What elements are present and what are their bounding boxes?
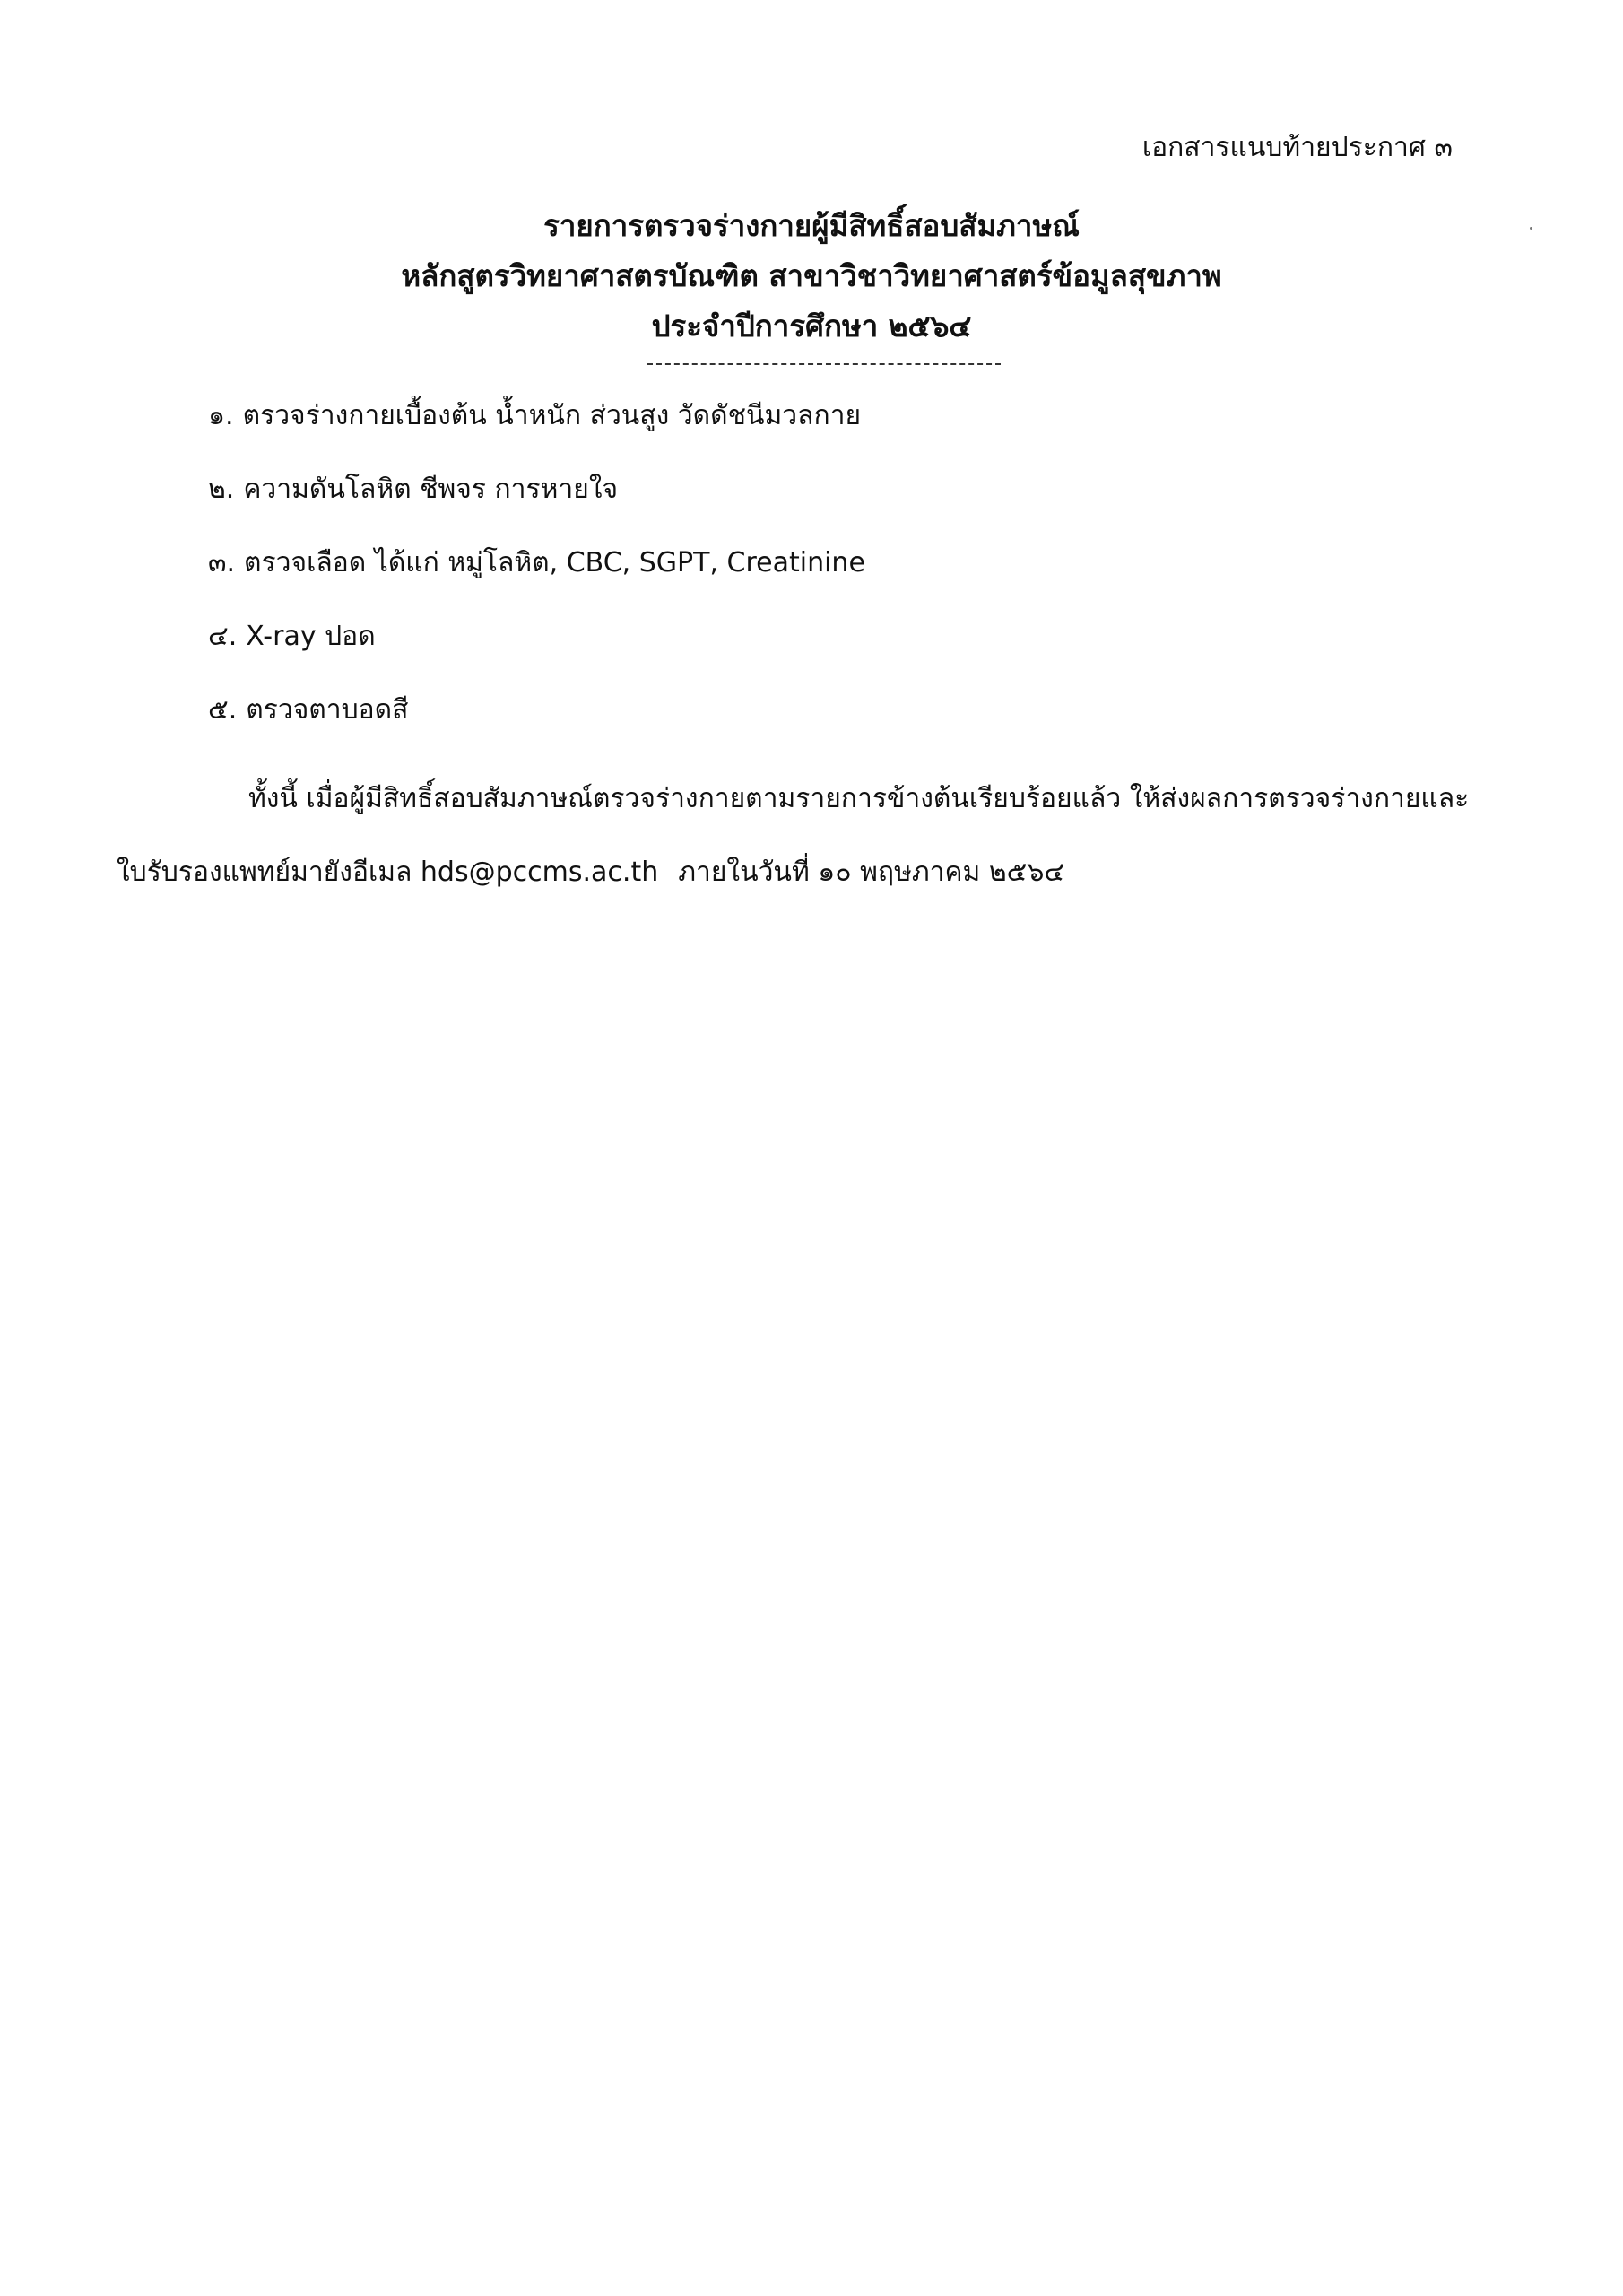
title-line-2: หลักสูตรวิทยาศาสตรบัณฑิต สาขาวิชาวิทยาศาสตร์ข้อมูลสุขภาพ	[401, 258, 1222, 293]
exam-item-list	[208, 395, 865, 762]
item-number: ๒.	[208, 474, 235, 505]
list-item	[208, 395, 865, 468]
title-line-1: รายการตรวจร่างกายผู้มีสิทธิ์สอบสัมภาษณ์	[543, 208, 1080, 243]
item-number: ๔.	[208, 621, 238, 652]
item-text: ความดันโลหิต ชีพจร การหายใจ	[243, 474, 619, 505]
item-text: ตรวจเลือด ได้แก่ หมู่โลหิต, CBC, SGPT, Creatinine	[244, 547, 865, 578]
item-text: ตรวจตาบอดสี	[246, 694, 409, 726]
contact-email: hds@pccms.ac.th	[420, 857, 659, 888]
title-divider	[647, 363, 1001, 365]
item-number: ๕.	[208, 694, 238, 726]
attachment-label: เอกสารแนบท้ายประกาศ ๓	[1141, 132, 1453, 163]
item-text: ตรวจร่างกายเบื้องต้น น้ำหนัก ส่วนสูง วัดดัชนีมวลกาย	[242, 400, 862, 431]
item-text: X-ray ปอด	[246, 621, 376, 652]
paragraph-line-2	[117, 836, 1515, 909]
list-item	[208, 689, 865, 762]
submission-instructions	[117, 762, 1515, 909]
list-item	[208, 468, 865, 542]
item-number: ๓.	[208, 547, 236, 578]
list-item	[208, 615, 865, 689]
document-title	[0, 201, 1623, 352]
list-item	[208, 542, 865, 615]
paragraph-line-1: ทั้งนี้ เมื่อผู้มีสิทธิ์สอบสัมภาษณ์ตรวจร่างกายตามรายการข้างต้นเรียบร้อยแล้ว ให้ส่งผลการตรวจร่างกายและ	[248, 783, 1470, 814]
title-line-3: ประจำปีการศึกษา ๒๕๖๔	[651, 309, 972, 344]
paragraph-line-2-start: ใบรับรองแพทย์มายังอีเมล	[117, 857, 412, 888]
submission-deadline: ภายในวันที่ ๑๐ พฤษภาคม ๒๕๖๔	[678, 857, 1065, 888]
item-number: ๑.	[208, 400, 234, 431]
